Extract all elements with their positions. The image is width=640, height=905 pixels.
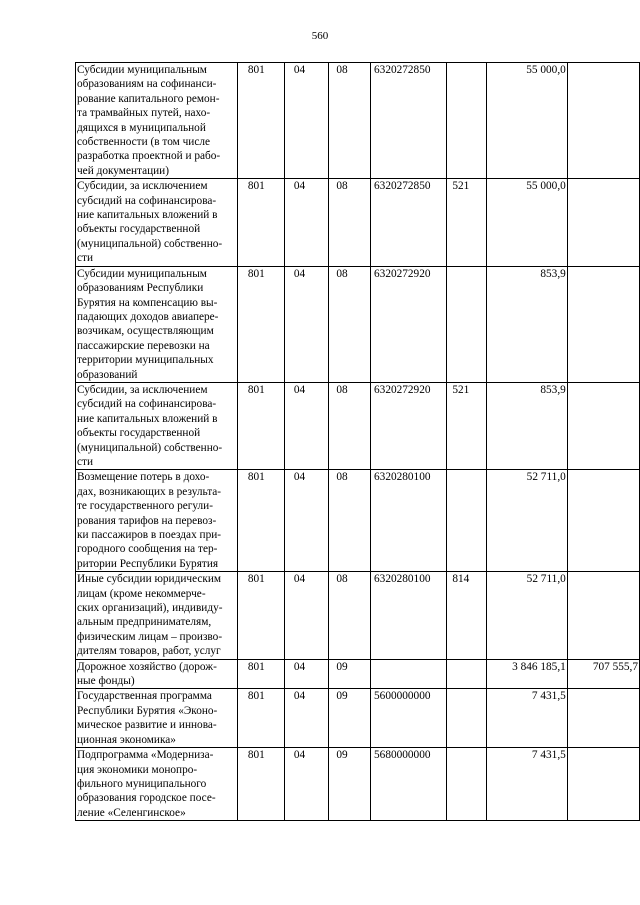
row-expense-type <box>447 689 486 748</box>
row-target-article: 5680000000 <box>371 748 447 821</box>
row-name-cell <box>76 63 238 179</box>
budget-table <box>75 62 640 821</box>
row-sum: 52 711,0 <box>486 470 567 572</box>
row-podrazdel: 08 <box>329 63 371 179</box>
budget-table-body <box>76 63 640 821</box>
row-razdel: 04 <box>284 659 329 689</box>
row-name-cell <box>76 572 238 659</box>
row-name: Возмещение потерь в дохо- дах, возникающих в результа- те государственного регули- рования тарифов на перевоз- ки пассажиров в поездах при- городного сообщения на тер- ритории Республики Бурятия <box>77 471 222 570</box>
row-grbs: 801 <box>237 179 284 266</box>
row-grbs: 801 <box>237 470 284 572</box>
row-expense-type <box>447 63 486 179</box>
table-row <box>76 748 640 821</box>
row-expense-type: 521 <box>447 179 486 266</box>
row-sum: 7 431,5 <box>486 748 567 821</box>
row-sum: 52 711,0 <box>486 572 567 659</box>
row-name-cell <box>76 179 238 266</box>
row-name-cell <box>76 748 238 821</box>
row-sum-extra <box>567 382 639 469</box>
row-name: Субсидии, за исключением субсидий на софинансирова- ние капитальных вложений в объекты государственной (муниципальной) собственно- сти <box>77 383 223 468</box>
row-target-article <box>371 659 447 689</box>
row-name: Дорожное хозяйство (дорож- ные фонды) <box>77 660 217 688</box>
row-sum-extra <box>567 572 639 659</box>
table-row <box>76 659 640 689</box>
row-target-article: 6320272850 <box>371 63 447 179</box>
row-razdel: 04 <box>284 179 329 266</box>
row-podrazdel: 08 <box>329 572 371 659</box>
row-expense-type <box>447 659 486 689</box>
row-sum-extra <box>567 266 639 382</box>
row-target-article: 6320272920 <box>371 266 447 382</box>
row-grbs: 801 <box>237 63 284 179</box>
row-sum: 55 000,0 <box>486 179 567 266</box>
row-podrazdel: 09 <box>329 689 371 748</box>
table-row <box>76 470 640 572</box>
row-podrazdel: 09 <box>329 748 371 821</box>
row-sum: 853,9 <box>486 266 567 382</box>
row-name: Субсидии, за исключением субсидий на софинансирова- ние капитальных вложений в объекты государственной (муниципальной) собственно- сти <box>77 180 223 265</box>
row-sum-extra <box>567 689 639 748</box>
row-name-cell <box>76 382 238 469</box>
row-grbs: 801 <box>237 748 284 821</box>
row-target-article: 6320280100 <box>371 470 447 572</box>
page-number: 560 <box>311 30 329 42</box>
row-razdel: 04 <box>284 572 329 659</box>
row-expense-type <box>447 748 486 821</box>
row-name: Иные субсидии юридическим лицам (кроме некоммерче- ских организаций), индивиду- альным предпринимателям, физическим лицам – произво- дителям товаров, работ, услуг <box>77 573 223 658</box>
row-target-article: 6320272920 <box>371 382 447 469</box>
row-sum: 55 000,0 <box>486 63 567 179</box>
row-sum-extra <box>567 63 639 179</box>
row-name: Субсидии муниципальным образованиям Республики Бурятия на компенсацию вы- падающих доходов авиапере- возчикам, осуществляющим пассажирские перевозки на территории муниципальных образований <box>77 267 219 381</box>
row-razdel: 04 <box>284 266 329 382</box>
row-grbs: 801 <box>237 572 284 659</box>
row-podrazdel: 08 <box>329 382 371 469</box>
row-sum: 853,9 <box>486 382 567 469</box>
row-podrazdel: 08 <box>329 179 371 266</box>
table-row <box>76 179 640 266</box>
row-grbs: 801 <box>237 382 284 469</box>
row-sum-extra <box>567 470 639 572</box>
table-row <box>76 382 640 469</box>
row-name-cell <box>76 470 238 572</box>
row-sum: 7 431,5 <box>486 689 567 748</box>
row-sum-extra <box>567 748 639 821</box>
row-razdel: 04 <box>284 748 329 821</box>
row-target-article: 6320272850 <box>371 179 447 266</box>
row-target-article: 6320280100 <box>371 572 447 659</box>
row-target-article: 5600000000 <box>371 689 447 748</box>
row-sum-extra: 707 555,7 <box>567 659 639 689</box>
table-row <box>76 266 640 382</box>
row-name-cell <box>76 659 238 689</box>
row-name: Государственная программа Республики Бурятия «Эконо- мическое развитие и иннова- ционная экономика» <box>77 690 218 746</box>
row-sum-extra <box>567 179 639 266</box>
row-sum: 3 846 185,1 <box>486 659 567 689</box>
row-razdel: 04 <box>284 63 329 179</box>
row-expense-type: 814 <box>447 572 486 659</box>
table-row <box>76 689 640 748</box>
row-razdel: 04 <box>284 470 329 572</box>
row-podrazdel: 08 <box>329 266 371 382</box>
row-podrazdel: 08 <box>329 470 371 572</box>
table-row <box>76 63 640 179</box>
row-razdel: 04 <box>284 382 329 469</box>
row-expense-type: 521 <box>447 382 486 469</box>
row-name: Подпрограмма «Модерниза- ция экономики монопро- фильного муниципального образования городское посе- ление «Селенгинское» <box>77 749 216 819</box>
row-grbs: 801 <box>237 689 284 748</box>
row-grbs: 801 <box>237 659 284 689</box>
row-name-cell <box>76 266 238 382</box>
row-grbs: 801 <box>237 266 284 382</box>
row-name-cell <box>76 689 238 748</box>
table-row <box>76 572 640 659</box>
row-name: Субсидии муниципальным образованиям на софинанси- рование капитального ремон- та трамвайных путей, нахо- дящихся в муниципальной собственности (в том числе разработка проектной и рабо- чей документации) <box>77 64 221 177</box>
row-expense-type <box>447 266 486 382</box>
row-expense-type <box>447 470 486 572</box>
row-razdel: 04 <box>284 689 329 748</box>
row-podrazdel: 09 <box>329 659 371 689</box>
